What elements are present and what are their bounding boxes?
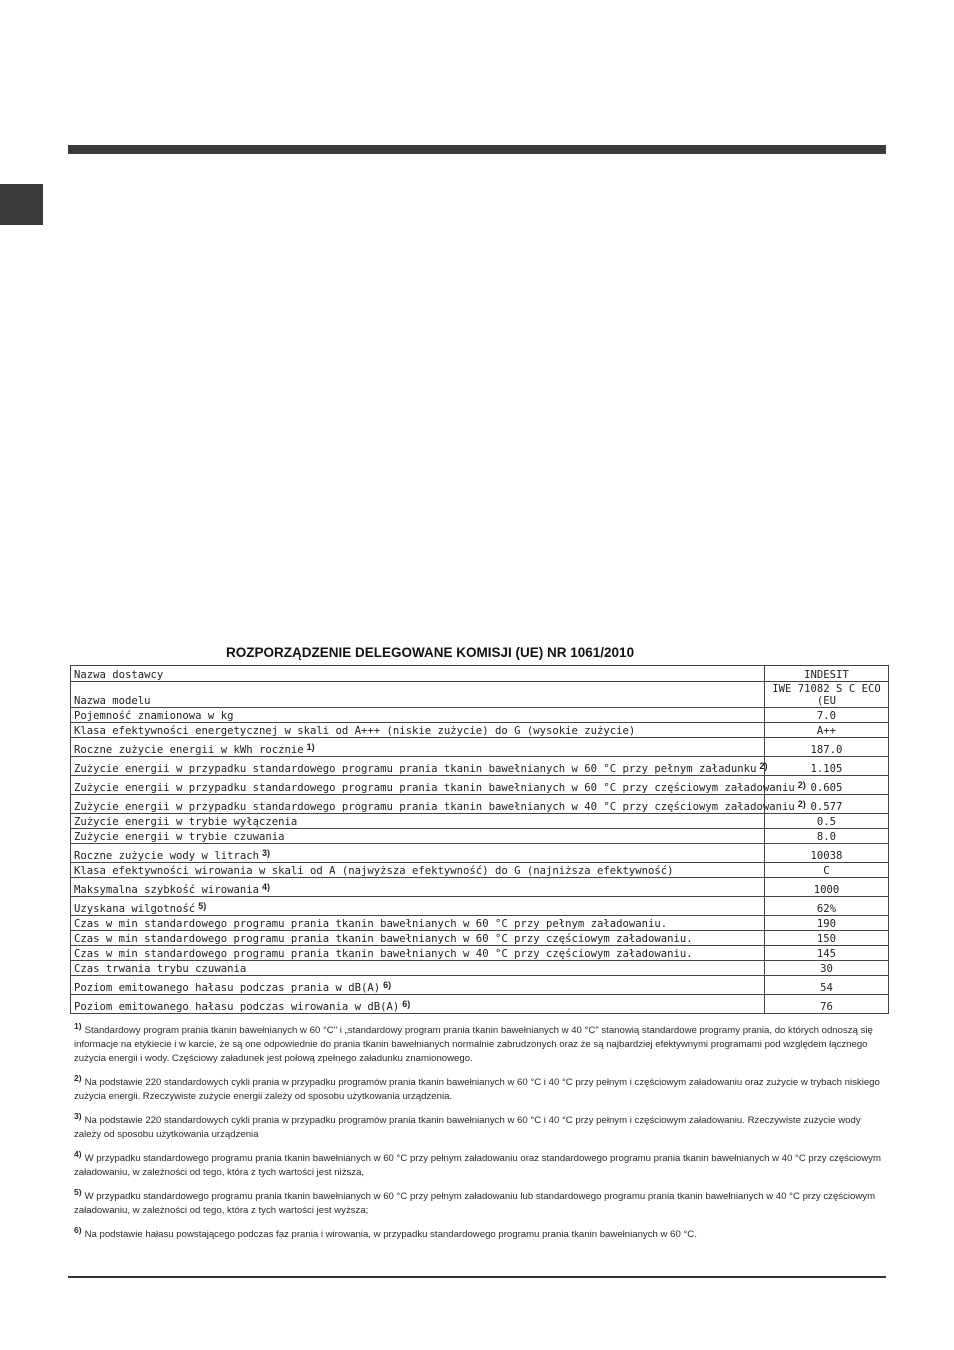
footnote-mark: 6): [74, 1225, 82, 1235]
row-label: [71, 757, 768, 776]
table-row: [71, 738, 889, 757]
row-label: [71, 844, 765, 863]
row-value: 30: [765, 961, 889, 976]
row-label: [71, 829, 765, 844]
row-value: 0.5: [765, 814, 889, 829]
row-value: C: [765, 863, 889, 878]
row-value: 145: [765, 946, 889, 961]
table-row: [71, 829, 889, 844]
table-row: [71, 814, 889, 829]
table-row: [71, 897, 889, 916]
row-label: [71, 897, 765, 916]
row-value: 190: [765, 916, 889, 931]
table-row: [71, 776, 889, 795]
table-row: [71, 878, 889, 897]
row-label-text: Poziom emitowanego hałasu podczas prania w dB(A): [74, 982, 381, 994]
footnote: [74, 1073, 886, 1104]
row-value: 150: [765, 931, 889, 946]
row-label: [71, 708, 765, 723]
table-row: [71, 931, 889, 946]
language-side-tab: [0, 184, 43, 225]
footnote-text: Standardowy program prania tkanin bawełnianych w 60 °C" i „standardowy program prania tkanin bawełnianych w 40 °C" stanowią standardowe programy prania, do których odnoszą się informacje na etykiecie i w karcie, że są one odpowiednie do prania tkanin bawełnianych normalnie zabrudzonych oraz że są najbardziej efektywnymi programami pod względem łącznego zużycia energii i wody. Częściowy załadunek jest połową zpełnego załadunku znamionowego.: [74, 1025, 873, 1064]
footnote-ref: 3): [261, 848, 270, 858]
row-label-text: Roczne zużycie energii w kWh rocznie: [74, 744, 304, 756]
row-value: 0.577: [765, 795, 889, 814]
table-row: [71, 961, 889, 976]
table-row: [71, 708, 889, 723]
row-label-text: Czas w min standardowego programu prania tkanin bawełnianych w 60 °C przy pełnym załadowaniu.: [74, 918, 668, 930]
table-row: [71, 916, 889, 931]
row-label-text: Nazwa modelu: [74, 695, 151, 707]
row-label: [71, 776, 806, 795]
row-value: 76: [765, 995, 889, 1014]
footnotes: [74, 1021, 886, 1252]
row-value: 8.0: [765, 829, 889, 844]
table-row: [71, 723, 889, 738]
footnote: [74, 1187, 886, 1218]
row-value: 7.0: [765, 708, 889, 723]
footnote-ref: 4): [261, 882, 270, 892]
row-label-text: Czas trwania trybu czuwania: [74, 963, 247, 975]
table-row: [71, 995, 889, 1014]
row-value: 54: [765, 976, 889, 995]
footnote-ref: 2): [759, 761, 768, 771]
footnote: [74, 1021, 886, 1066]
row-label-text: Zużycie energii w przypadku standardowego programu prania tkanin bawełnianych w 60 °C przy pełnym załadunku: [74, 763, 757, 775]
footnote-mark: 4): [74, 1149, 82, 1159]
row-label: [71, 723, 765, 738]
table-row: [71, 946, 889, 961]
table-row: [71, 682, 889, 708]
row-label: [71, 814, 765, 829]
row-value: A++: [765, 723, 889, 738]
row-label: [71, 946, 765, 961]
row-label-text: Maksymalna szybkość wirowania: [74, 884, 259, 896]
row-label: [71, 976, 765, 995]
row-label: [71, 961, 765, 976]
footnote-ref: 2): [797, 799, 806, 809]
row-value: INDESIT: [765, 666, 889, 682]
footnote-mark: 2): [74, 1073, 82, 1083]
row-label-text: Czas w min standardowego programu prania tkanin bawełnianych w 40 °C przy częściowym załadowaniu.: [74, 948, 693, 960]
row-label: [71, 738, 765, 757]
footnote: [74, 1149, 886, 1180]
row-label-text: Nazwa dostawcy: [74, 669, 164, 681]
row-label: [71, 795, 806, 814]
row-value: IWE 71082 S C ECO (EU: [765, 682, 889, 708]
row-label: [71, 995, 765, 1014]
table-row: [71, 844, 889, 863]
row-label: [71, 916, 765, 931]
footnote-text: Na podstawie 220 standardowych cykli prania w przypadku programów prania tkanin bawełnianych w 60 °C i 40 °C przy pełnym i częściowym załadowaniu. Rzeczywiste zużycie wody zależy od sposobu użytkowania urządzenia: [74, 1115, 861, 1140]
row-value: 187.0: [765, 738, 889, 757]
row-value: 1000: [765, 878, 889, 897]
row-label-text: Uzyskana wilgotność: [74, 903, 196, 915]
row-label-text: Roczne zużycie wody w litrach: [74, 850, 259, 862]
row-value: 10038: [765, 844, 889, 863]
top-divider-bar: [68, 145, 886, 154]
row-label: [71, 666, 765, 682]
footnote-text: W przypadku standardowego programu prania tkanin bawełnianych w 60 °C przy pełnym załadowaniu oraz standardowego programu prania tkanin bawełnianych w 40 °C przy częściowym załadowaniu, w zależności od tego, która z tych wartości jest niższa,: [74, 1153, 881, 1178]
row-label-text: Zużycie energii w trybie czuwania: [74, 831, 285, 843]
footnote-mark: 5): [74, 1187, 82, 1197]
footnote-ref: 5): [198, 901, 207, 911]
row-label-text: Czas w min standardowego programu prania tkanin bawełnianych w 60 °C przy częściowym załadowaniu.: [74, 933, 693, 945]
row-value: 1.105: [765, 757, 889, 776]
table-row: [71, 757, 889, 776]
table-row: [71, 795, 889, 814]
document-title: ROZPORZĄDZENIE DELEGOWANE KOMISJI (UE) NR 1061/2010: [226, 645, 635, 660]
footnote-mark: 3): [74, 1111, 82, 1121]
table-row: [71, 863, 889, 878]
table-row: [71, 976, 889, 995]
footnote-ref: 1): [306, 742, 315, 752]
product-fiche-table: [70, 665, 889, 1014]
row-label-text: Klasa efektywności wirowania w skali od A (najwyższa efektywność) do G (najniższa efektywność): [74, 865, 674, 877]
row-label: [71, 878, 765, 897]
footnote-ref: 6): [383, 980, 392, 990]
row-label-text: Pojemność znamionowa w kg: [74, 710, 234, 722]
row-value: 0.605: [765, 776, 889, 795]
row-label: [71, 682, 765, 708]
footnote-ref: 6): [402, 999, 411, 1009]
row-label-text: Zużycie energii w trybie wyłączenia: [74, 816, 298, 828]
row-label: [71, 931, 765, 946]
footnote-text: W przypadku standardowego programu prania tkanin bawełnianych w 60 °C przy pełnym załadowaniu lub standardowego programu prania tkanin bawełnianych w 40 °C przy częściowym załadowaniu, w zależności od tego, która z tych wartości jest wyższa;: [74, 1191, 876, 1216]
row-label-text: Zużycie energii w przypadku standardowego programu prania tkanin bawełnianych w 60 °C przy częściowym załadowaniu: [74, 782, 795, 794]
footnote-mark: 1): [74, 1021, 82, 1031]
footnote: [74, 1111, 886, 1142]
bottom-divider: [68, 1276, 886, 1278]
footnote: [74, 1225, 886, 1242]
row-label-text: Zużycie energii w przypadku standardowego programu prania tkanin bawełnianych w 40 °C przy częściowym załadowaniu: [74, 801, 795, 813]
row-label-text: Klasa efektywności energetycznej w skali od A+++ (niskie zużycie) do G (wysokie zużycie): [74, 725, 636, 737]
row-value: 62%: [765, 897, 889, 916]
table-row: [71, 666, 889, 682]
footnote-ref: 2): [797, 780, 806, 790]
row-label: [71, 863, 765, 878]
row-label-text: Poziom emitowanego hałasu podczas wirowania w dB(A): [74, 1001, 400, 1013]
footnote-text: Na podstawie 220 standardowych cykli prania w przypadku programów prania tkanin bawełnianych w 60 °C i 40 °C przy pełnym i częściowym załadowaniu oraz zużycie w trybach niskiego zużycia energii. Rzeczywiste zużycie energii zależy od sposobu użytkowania urządzenia.: [74, 1077, 880, 1102]
footnote-text: Na podstawie hałasu powstającego podczas faz prania i wirowania, w przypadku standardowego programu prania tkanin bawełnianych w 60 °C.: [84, 1229, 697, 1240]
